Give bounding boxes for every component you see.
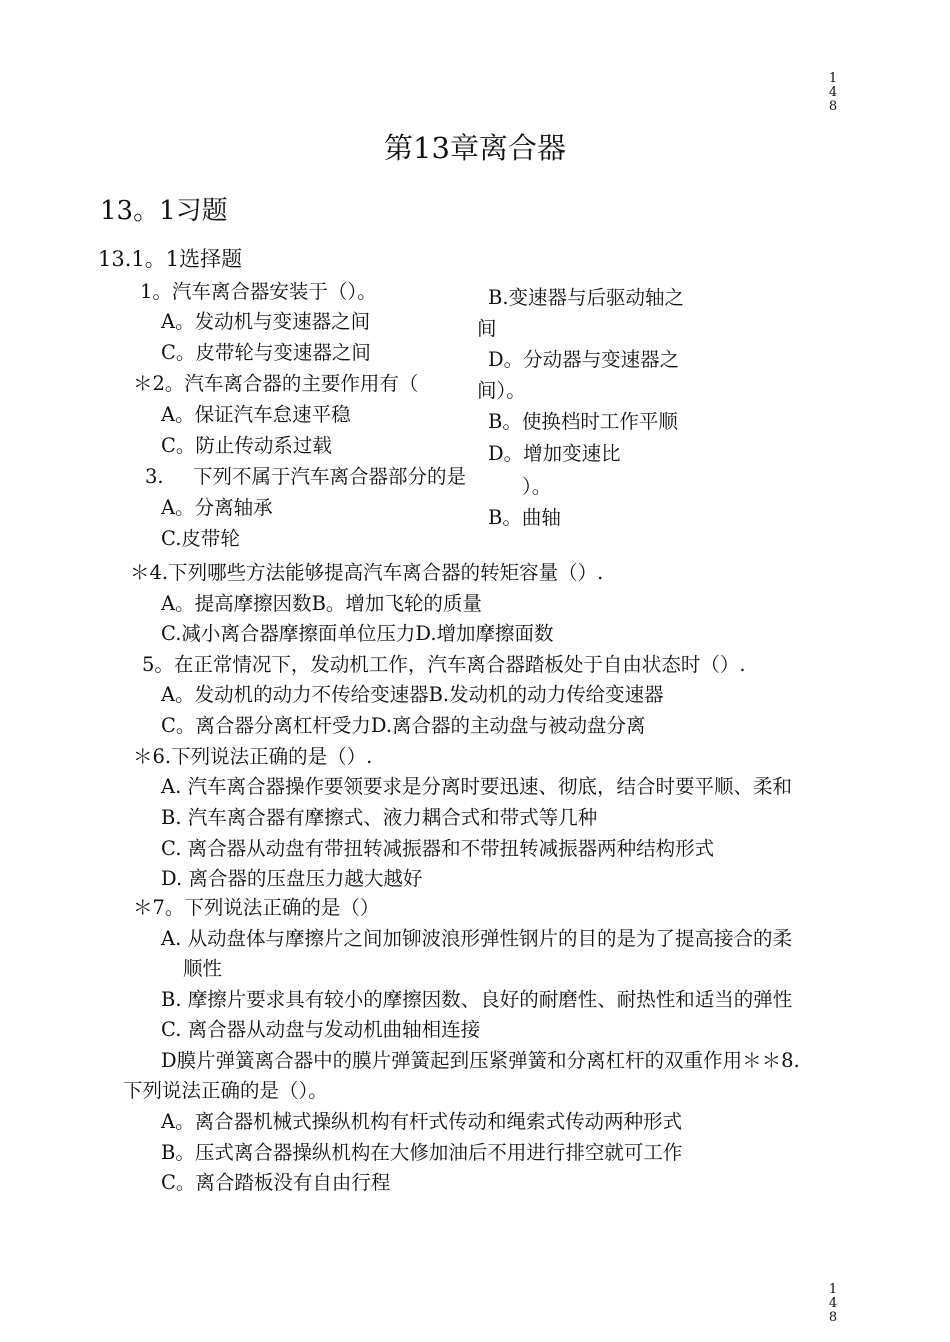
q8-stem: 下列说法正确的是（）。: [123, 1079, 328, 1102]
q7-option-c: C. 离合器从动盘与发动机曲轴相连接: [161, 1018, 481, 1041]
page-number-bottom: [826, 1283, 840, 1325]
q2-option-b: B。使换档时工作平顺: [488, 410, 678, 433]
page-number-top: [826, 72, 840, 114]
q3-option-a: A。分离轴承: [161, 496, 273, 519]
q5-options-ab: A。发动机的动力不传给变速器B.发动机的动力传给变速器: [161, 683, 664, 706]
page-number-digit: 1: [828, 71, 838, 86]
q8-option-a: A。离合器机械式操纵机构有杆式传动和绳索式传动两种形式: [161, 1110, 683, 1133]
q1-option-a: A。发动机与变速器之间: [161, 310, 371, 333]
q6-option-b: B. 汽车离合器有摩擦式、液力耦合式和带式等几种: [161, 806, 598, 829]
q3-option-c: C.皮带轮: [161, 527, 240, 550]
q3-option-b: B。曲轴: [488, 506, 561, 529]
q5-options-cd: C。离合器分离杠杆受力D.离合器的主动盘与被动盘分离: [161, 714, 646, 737]
chapter-title: 第13章离合器: [384, 131, 566, 165]
q1-stem: 1。汽车离合器安装于（）。: [140, 280, 377, 303]
q8-option-c: C。离合踏板没有自由行程: [161, 1171, 391, 1194]
page-number-digit: 4: [828, 85, 838, 100]
q1-option-b: B.变速器与后驱动轴之: [488, 286, 685, 309]
q3-stem-cont: ）。: [522, 475, 552, 498]
q6-option-c: C. 离合器从动盘有带扭转减振器和不带扭转减振器两种结构形式: [161, 837, 715, 860]
q7-stem: ＊7。下列说法正确的是（）: [133, 896, 380, 919]
q1-option-b-cont: 间: [477, 317, 497, 340]
q8-option-b: B。压式离合器操纵机构在大修加油后不用进行排空就可工作: [161, 1141, 683, 1164]
q6-option-d: D. 离合器的压盘压力越大越好: [161, 867, 423, 890]
q7-option-a: A. 从动盘体与摩擦片之间加铆波浪形弹性钢片的目的是为了提高接合的柔: [161, 927, 792, 950]
q2-option-a: A。保证汽车怠速平稳: [161, 403, 351, 426]
q7-option-a-cont: 顺性: [183, 957, 223, 980]
q7-option-b: B. 摩擦片要求具有较小的摩擦因数、良好的耐磨性、耐热性和适当的弹性: [161, 988, 793, 1011]
q1-option-d: D。分动器与变速器之: [488, 348, 680, 371]
q3-option-b-clipped: [488, 505, 688, 529]
q2-stem: ＊2。汽车离合器的主要作用有（: [133, 372, 419, 395]
q4-stem: ＊4.下列哪些方法能够提高汽车离合器的转矩容量（）.: [130, 561, 604, 584]
q3-number: 3.: [145, 465, 164, 488]
page-number-digit: 4: [828, 1296, 838, 1311]
q2-option-c: C。防止传动系过载: [161, 434, 332, 457]
q6-stem: ＊6.下列说法正确的是（）.: [133, 745, 373, 768]
q4-options-cd: C.减小离合器摩擦面单位压力D.增加摩擦面数: [161, 622, 554, 645]
q4-options-ab: A。提高摩擦因数B。增加飞轮的质量: [161, 592, 482, 615]
q1-option-c: C。皮带轮与变速器之间: [161, 341, 371, 364]
section-title: 13。1习题: [100, 196, 228, 226]
q5-stem: 5。在正常情况下，发动机工作，汽车离合器踏板处于自由状态时（）.: [142, 653, 746, 676]
page-number-digit: 1: [828, 1282, 838, 1297]
q2-stem-cont: 间）。: [477, 379, 526, 402]
page-number-digit: 8: [828, 99, 838, 114]
q7-option-d: D膜片弹簧离合器中的膜片弹簧起到压紧弹簧和分离杠杆的双重作用＊＊8.: [161, 1049, 800, 1072]
q6-option-a: A. 汽车离合器操作要领要求是分离时要迅速、彻底，结合时要平顺、柔和: [161, 775, 792, 798]
page-number-digit: 8: [828, 1310, 838, 1325]
subsection-title: 13.1。1选择题: [98, 247, 243, 271]
q3-stem: 下列不属于汽车离合器部分的是: [193, 465, 467, 488]
q2-option-d: D。增加变速比: [488, 442, 621, 465]
